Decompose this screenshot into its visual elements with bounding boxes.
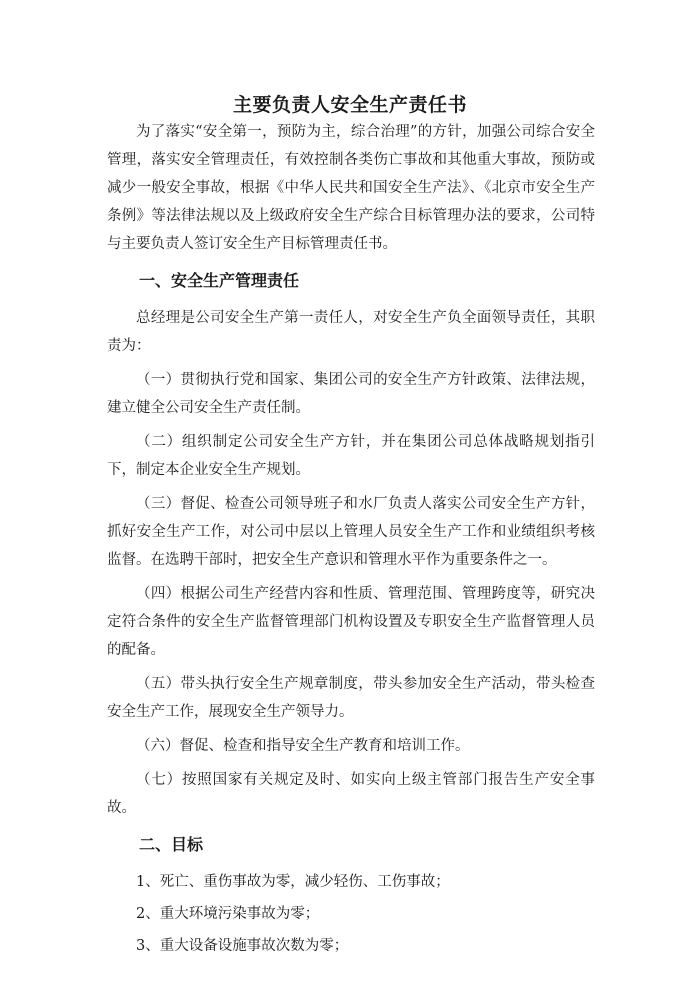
intro-paragraph: 为了落实“安全第一，预防为主，综合治理”的方针，加强公司综合安全管理，落实安全管理责任，有效控制各类伤亡事故和其他重大事故，预防或减少一般安全事故，根据《中华人民共和国安全生产法》、《北京市安全生产条例》等法律法规以及上级政府安全生产综合目标管理办法的要求，公司特与主要负责人签订安全生产目标管理责任书。: [107, 124, 595, 252]
section-heading-responsibilities: 一、安全生产管理责任: [139, 271, 300, 290]
document-title: 主要负责人安全生产责任书: [232, 94, 467, 116]
section-lead-paragraph: 总经理是公司安全生产第一责任人，对安全生产负全面领导责任，其职责为：: [107, 310, 595, 354]
document-body: [107, 118, 595, 960]
responsibility-item: （三）督促、检查公司领导班子和水厂负责人落实公司安全生产方针，抓好安全生产工作，对公司中层以上管理人员安全生产工作和业绩组织考核监督。在选聘干部时，把安全生产意识和管理水平作为重要条件之一。: [107, 496, 595, 568]
responsibility-item: （七）按照国家有关规定及时、如实向上级主管部门报告生产安全事故。: [107, 772, 595, 816]
responsibility-item: （六）督促、检查和指导安全生产教育和培训工作。: [136, 738, 470, 754]
section-heading-goals: 二、目标: [139, 835, 204, 854]
responsibility-item: （五）带头执行安全生产规章制度，带头参加安全生产活动，带头检查安全生产工作，展现安全生产领导力。: [107, 676, 595, 720]
goal-item: 3、重大设备设施事故次数为零；: [136, 938, 349, 954]
responsibility-item: （四）根据公司生产经营内容和性质、管理范围、管理跨度等，研究决定符合条件的安全生产监督管理部门机构设置及专职安全生产监督管理人员的配备。: [107, 586, 595, 658]
responsibility-item: （一）贯彻执行党和国家、集团公司的安全生产方针政策、法律法规，建立健全公司安全生产责任制。: [107, 372, 595, 416]
responsibility-item: （二）组织制定公司安全生产方针，并在集团公司总体战略规划指引下，制定本企业安全生产规划。: [107, 434, 595, 478]
goal-item: 2、重大环境污染事故为零；: [136, 906, 320, 922]
goal-item: 1、死亡、重伤事故为零，减少轻伤、工伤事故；: [136, 874, 450, 890]
